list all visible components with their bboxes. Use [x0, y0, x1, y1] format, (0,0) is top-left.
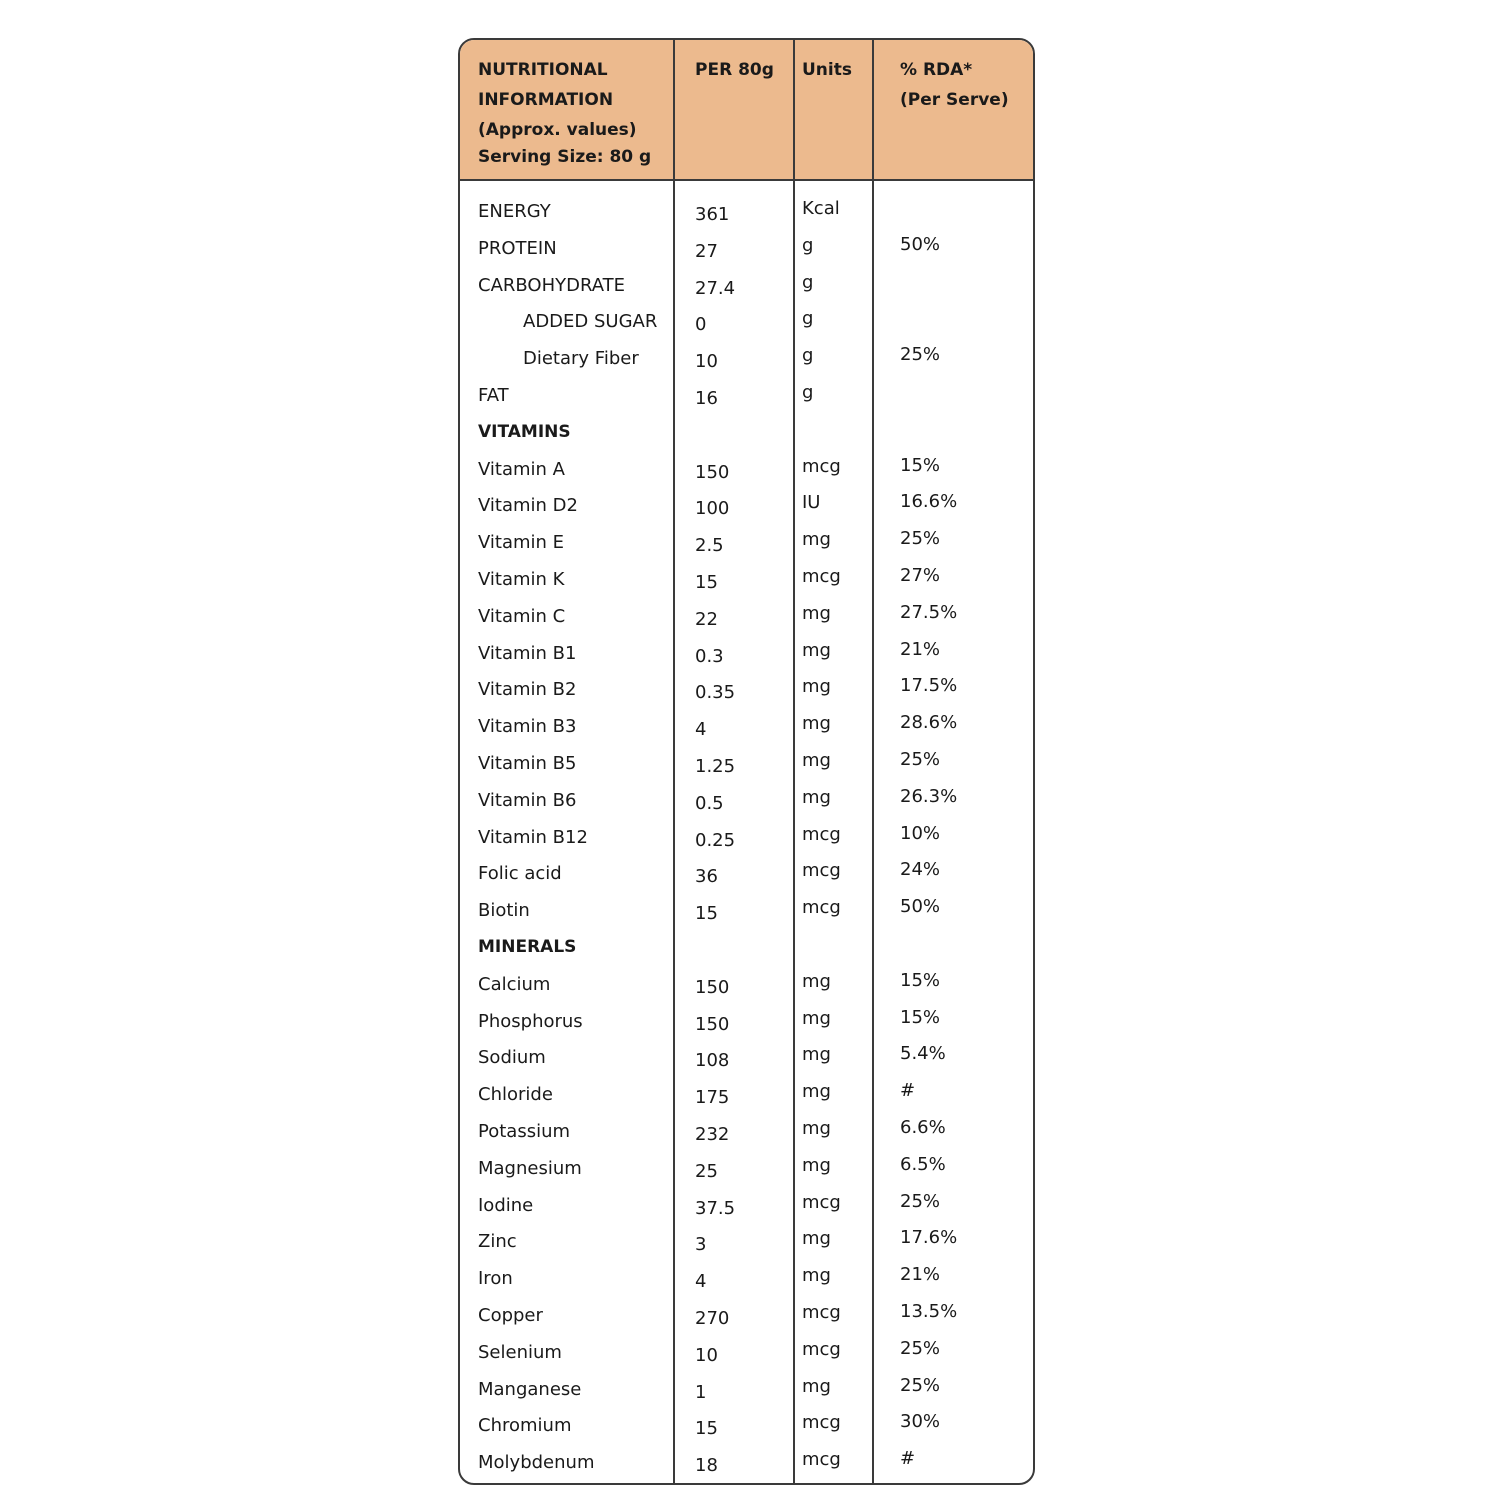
table-row	[460, 708, 1033, 745]
nutrient-unit: mg	[802, 639, 831, 661]
header-line: (Per Serve)	[900, 90, 1009, 110]
header-line: Serving Size: 80 g	[478, 147, 652, 167]
header-line: Units	[802, 60, 852, 80]
nutrient-rda: 50%	[900, 896, 941, 918]
nutrient-rda: 21%	[900, 638, 941, 660]
nutrient-value: 1.25	[695, 756, 736, 777]
nutrient-value: 27	[695, 240, 718, 262]
nutrient-rda: 27.5%	[900, 601, 958, 623]
nutrient-rda: 15%	[900, 1006, 941, 1028]
nutrient-unit: mcg	[802, 860, 841, 882]
nutrient-name: Vitamin B1	[478, 642, 577, 664]
nutrient-value: 10	[695, 1344, 718, 1366]
table-row	[460, 524, 1033, 561]
table-row	[460, 1444, 1033, 1481]
table-row	[460, 782, 1033, 819]
nutrient-rda: 6.5%	[900, 1153, 946, 1175]
nutrient-unit: mcg	[802, 1412, 841, 1434]
nutrient-unit: mg	[802, 713, 831, 735]
table-row	[460, 892, 1033, 929]
table-row	[460, 1260, 1033, 1297]
nutrient-value: 0.5	[695, 792, 724, 814]
header-units	[802, 55, 852, 85]
table-row	[460, 966, 1033, 1003]
nutrient-unit: mcg	[802, 1449, 841, 1471]
nutrient-name: FAT	[478, 385, 509, 406]
table-row	[460, 671, 1033, 708]
nutrient-rda: 25%	[900, 749, 941, 770]
nutrient-value: 150	[695, 1013, 730, 1035]
nutrient-rda: 28.6%	[900, 712, 958, 734]
table-row	[460, 377, 1033, 414]
nutrient-name: Iron	[478, 1268, 513, 1290]
nutrient-rda: 21%	[900, 1264, 941, 1286]
nutrient-value: 18	[695, 1455, 718, 1477]
nutrient-unit: g	[802, 345, 814, 367]
table-row	[460, 487, 1033, 524]
table-row	[460, 745, 1033, 782]
nutrient-unit: g	[802, 308, 814, 330]
nutrient-value: 15	[695, 572, 718, 593]
nutrient-rda: 25%	[900, 1190, 941, 1212]
table-row	[460, 340, 1033, 377]
nutrient-value: 16	[695, 388, 718, 409]
nutrient-rda: 15%	[900, 969, 941, 991]
nutrient-rda: 17.5%	[900, 675, 958, 697]
nutrient-value: 15	[695, 903, 718, 925]
nutrient-unit: mg	[802, 1154, 831, 1176]
nutrient-rda: 10%	[900, 822, 941, 844]
nutrient-value: 108	[695, 1050, 730, 1072]
nutrient-name: MINERALS	[478, 937, 577, 957]
header-rda	[900, 55, 1009, 115]
nutrient-name: Chloride	[478, 1084, 553, 1106]
nutrient-value: 0.3	[695, 645, 724, 667]
table-row	[460, 451, 1033, 488]
table-row	[460, 303, 1033, 340]
nutrient-name: Chromium	[478, 1415, 572, 1437]
nutrient-name: Vitamin E	[478, 532, 565, 554]
nutrient-name: Vitamin C	[478, 605, 566, 627]
nutrient-name: Manganese	[478, 1378, 582, 1400]
table-row	[460, 635, 1033, 672]
nutrient-rda: 24%	[900, 859, 941, 881]
nutrient-value: 15	[695, 1418, 718, 1440]
nutrient-name: Potassium	[478, 1121, 571, 1142]
nutrient-name: PROTEIN	[478, 237, 557, 259]
table-row	[460, 414, 1033, 451]
nutrient-unit: mcg	[802, 823, 841, 845]
nutrient-unit: IU	[802, 492, 821, 514]
nutrient-unit: mg	[802, 1375, 831, 1397]
nutrient-unit: mg	[802, 786, 831, 808]
table-row	[460, 1113, 1033, 1150]
nutrient-name: Vitamin B12	[478, 826, 588, 848]
nutrient-unit: mg	[802, 1081, 831, 1103]
nutrient-value: 150	[695, 976, 730, 998]
header-per-80g	[695, 55, 774, 85]
nutrient-name: Vitamin B5	[478, 753, 577, 774]
nutrient-value: 232	[695, 1124, 730, 1145]
nutrient-unit: mg	[802, 970, 831, 992]
table-row	[460, 1407, 1033, 1444]
nutrient-value: 4	[695, 1271, 707, 1293]
nutrient-rda: 26.3%	[900, 785, 958, 807]
nutrient-unit: mg	[802, 1044, 831, 1066]
table-row	[460, 1187, 1033, 1224]
nutrient-name: Magnesium	[478, 1157, 582, 1179]
nutrient-name: Vitamin D2	[478, 495, 578, 517]
nutrient-unit: mg	[802, 750, 831, 771]
nutrient-rda: 25%	[900, 1337, 941, 1359]
nutrient-unit: mg	[802, 1118, 831, 1139]
nutrient-unit: mcg	[802, 1338, 841, 1360]
nutrient-value: 0	[695, 314, 707, 336]
nutrient-name: Biotin	[478, 900, 530, 922]
nutrient-unit: Kcal	[802, 198, 840, 219]
nutrition-table	[458, 38, 1035, 1485]
nutrient-unit: mcg	[802, 1191, 841, 1213]
nutrient-rda: 16.6%	[900, 491, 958, 513]
table-row	[460, 1076, 1033, 1113]
table-row	[460, 929, 1033, 966]
nutrient-value: 0.35	[695, 682, 736, 704]
nutrient-name: ADDED SUGAR	[523, 311, 658, 333]
nutrient-rda: 15%	[900, 454, 941, 476]
nutrient-rda: 25%	[900, 528, 941, 550]
nutrient-unit: mg	[802, 602, 831, 624]
nutrient-unit: mg	[802, 676, 831, 698]
nutrient-value: 25	[695, 1160, 718, 1182]
header-line: (Approx. values)	[478, 120, 637, 140]
nutrient-value: 4	[695, 719, 707, 741]
nutrient-name: Folic acid	[478, 863, 562, 885]
nutrient-rda: 50%	[900, 233, 941, 255]
table-row	[460, 1039, 1033, 1076]
nutrient-name: VITAMINS	[478, 421, 571, 442]
nutrient-rda: 13.5%	[900, 1301, 958, 1322]
nutrient-rda: 25%	[900, 344, 941, 366]
nutrient-name: Selenium	[478, 1341, 562, 1363]
nutrient-value: 1	[695, 1381, 707, 1403]
nutrient-value: 10	[695, 351, 718, 373]
header-line: PER 80g	[695, 60, 774, 80]
nutrient-name: CARBOHYDRATE	[478, 274, 626, 296]
table-row	[460, 561, 1033, 598]
nutrient-value: 361	[695, 204, 730, 225]
nutrient-name: Iodine	[478, 1194, 534, 1216]
table-row	[460, 1297, 1033, 1334]
table-row	[460, 230, 1033, 267]
nutrient-name: Vitamin B6	[478, 789, 577, 811]
table-row	[460, 193, 1033, 230]
nutrient-name: Vitamin B3	[478, 716, 577, 738]
nutrient-rda: #	[900, 1080, 916, 1102]
table-row	[460, 1371, 1033, 1408]
nutrient-value: 100	[695, 498, 730, 520]
nutrient-value: 150	[695, 461, 730, 483]
nutrient-name: Dietary Fiber	[523, 348, 639, 370]
nutrient-value: 270	[695, 1308, 730, 1329]
nutrient-value: 37.5	[695, 1197, 736, 1219]
nutrient-name: Sodium	[478, 1047, 546, 1069]
table-header	[460, 40, 1033, 181]
nutrient-value: 36	[695, 866, 718, 888]
table-row	[460, 1223, 1033, 1260]
nutrient-unit: mcg	[802, 455, 841, 477]
header-line: % RDA*	[900, 60, 973, 80]
nutrient-value: 175	[695, 1087, 730, 1109]
header-line: NUTRITIONAL	[478, 60, 608, 80]
nutrient-value: 27.4	[695, 277, 736, 299]
nutrient-rda: 6.6%	[900, 1117, 946, 1138]
nutrient-value: 0.25	[695, 829, 736, 851]
nutrient-rda: 17.6%	[900, 1227, 958, 1249]
table-row	[460, 267, 1033, 304]
table-row	[460, 1003, 1033, 1040]
nutrient-rda: 25%	[900, 1374, 941, 1396]
nutrient-unit: mcg	[802, 1302, 841, 1323]
nutrient-name: ENERGY	[478, 201, 551, 222]
nutrient-unit: mcg	[802, 897, 841, 919]
nutrient-rda: #	[900, 1448, 916, 1470]
header-nutritional-information	[478, 55, 651, 172]
nutrient-name: Copper	[478, 1305, 543, 1326]
nutrient-name: Molybdenum	[478, 1452, 595, 1474]
table-row	[460, 1334, 1033, 1371]
nutrient-unit: mg	[802, 529, 831, 551]
table-row	[460, 855, 1033, 892]
nutrient-name: Calcium	[478, 973, 551, 995]
nutrient-name: Vitamin K	[478, 569, 565, 590]
header-line: INFORMATION	[478, 90, 614, 110]
nutrient-rda: 30%	[900, 1411, 941, 1433]
nutrient-unit: g	[802, 234, 814, 256]
nutrient-value: 2.5	[695, 535, 724, 557]
nutrient-name: Vitamin B2	[478, 679, 577, 701]
nutrient-unit: g	[802, 271, 814, 293]
nutrient-unit: g	[802, 382, 814, 403]
table-row	[460, 1150, 1033, 1187]
nutrient-unit: mcg	[802, 566, 841, 587]
nutrient-unit: mg	[802, 1007, 831, 1029]
nutrient-unit: mg	[802, 1228, 831, 1250]
nutrient-name: Zinc	[478, 1231, 517, 1253]
nutrient-value: 22	[695, 608, 718, 630]
nutrient-unit: mg	[802, 1265, 831, 1287]
nutrient-rda: 5.4%	[900, 1043, 946, 1065]
nutrient-name: Phosphorus	[478, 1010, 583, 1032]
nutrient-value: 3	[695, 1234, 707, 1256]
nutrient-name: Vitamin A	[478, 458, 565, 480]
table-row	[460, 598, 1033, 635]
nutrient-rda: 27%	[900, 565, 941, 586]
table-row	[460, 819, 1033, 856]
